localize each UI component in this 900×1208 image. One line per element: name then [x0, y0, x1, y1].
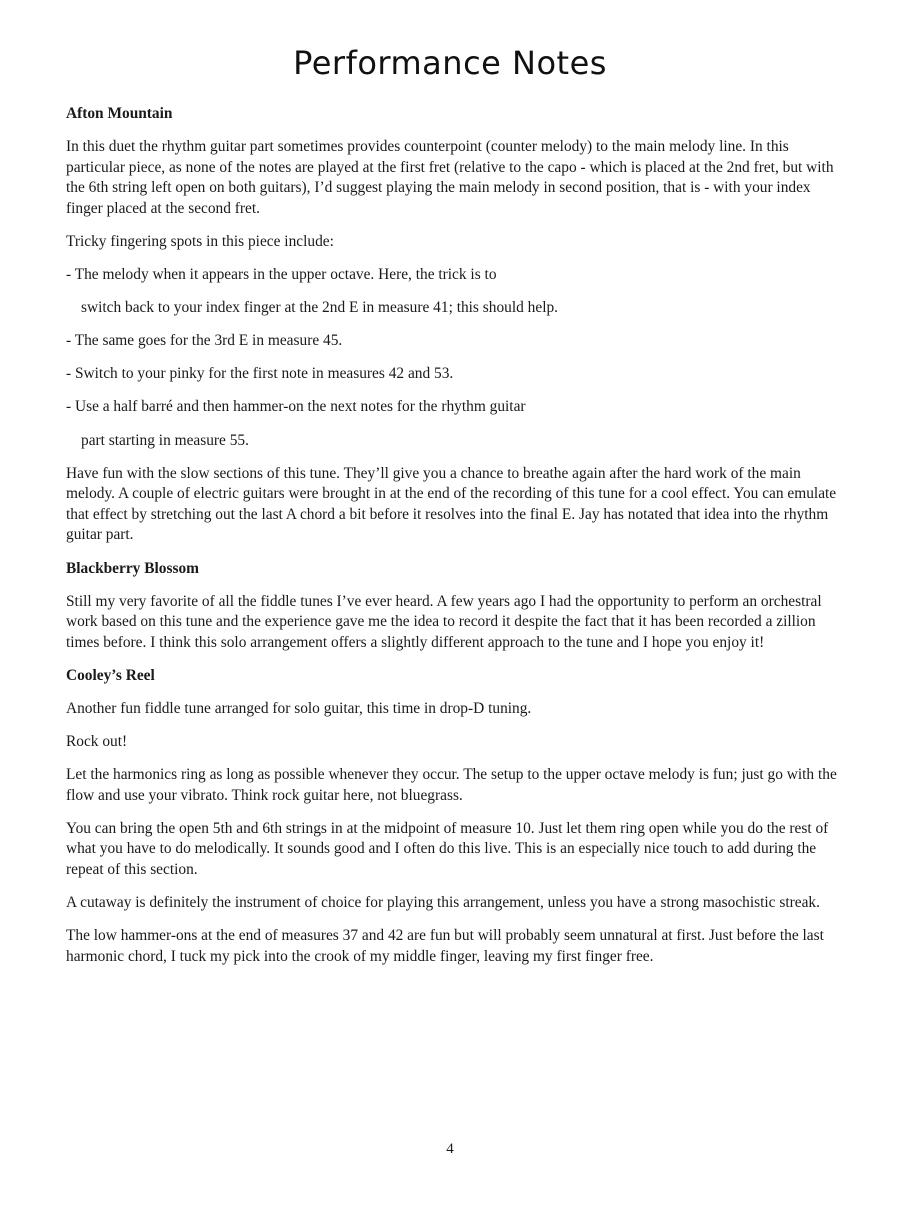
list-item: - Use a half barré and then hammer-on the next notes for the rhythm guitar — [66, 398, 526, 416]
paragraph: Have fun with the slow sections of this tune. They’ll give you a chance to breathe again after the hard work of the main melody. A couple of electric guitars were brought in at the end of the recording of this tune for a cool effect. You can emulate that effect by stretching out the last A chord a bit before it resolves into the final E. Jay has notated that idea into the rhythm guitar part. — [66, 464, 837, 544]
paragraph: Let the harmonics ring as long as possible whenever they occur. The setup to the upper octave melody is fun; just go with the flow and use your vibrato. Think rock guitar here, not bluegrass. — [66, 766, 837, 804]
list-item: - Switch to your pinky for the first note in measures 42 and 53. — [66, 365, 454, 383]
list-item: - The melody when it appears in the upper octave. Here, the trick is to — [66, 266, 497, 284]
paragraph: You can bring the open 5th and 6th strings in at the midpoint of measure 10. Just let them ring open while you do the rest of what you have to do melodically. It sounds good and I often do this live. This is an especially nice touch to add during the repeat of this section. — [66, 819, 829, 879]
section-heading-afton-mountain: Afton Mountain — [66, 105, 173, 122]
page-title: Performance Notes — [293, 44, 607, 82]
page-content — [66, 104, 838, 980]
paragraph: The low hammer-ons at the end of measures 37 and 42 are fun but will probably seem unnatural at first. Just before the last harmonic chord, I tuck my pick into the crook of my middle finger, leaving my first finger free. — [66, 927, 824, 965]
paragraph: Rock out! — [66, 733, 128, 751]
list-item-continuation: part starting in measure 55. — [81, 431, 249, 449]
paragraph: Tricky fingering spots in this piece include: — [66, 232, 334, 250]
section-heading-cooleys-reel: Cooley’s Reel — [66, 666, 155, 684]
paragraph: In this duet the rhythm guitar part sometimes provides counterpoint (counter melody) to the main melody line. In this particular piece, as none of the notes are played at the first fret (relative to the capo - which is placed at the 2nd fret, but with the 6th string left open on both guitars), I’d suggest playing the main melody in second position, that is - with your index finger placed at the second fret. — [66, 138, 834, 217]
list-item: - The same goes for the 3rd E in measure 45. — [66, 332, 343, 350]
section-heading-blackberry-blossom: Blackberry Blossom — [66, 559, 199, 577]
paragraph: Still my very favorite of all the fiddle tunes I’ve ever heard. A few years ago I had the opportunity to perform an orchestral work based on this tune and the experience gave me the idea to record it despite the fact that it has been recorded a zillion times before. I think this solo arrangement offers a slightly different approach to the tune and I hope you enjoy it! — [66, 592, 822, 651]
page-number: 4 — [446, 1141, 454, 1157]
paragraph: A cutaway is definitely the instrument of choice for playing this arrangement, unless you have a strong masochistic streak. — [66, 894, 820, 912]
paragraph: Another fun fiddle tune arranged for solo guitar, this time in drop-D tuning. — [66, 699, 532, 717]
list-item-continuation: switch back to your index finger at the 2nd E in measure 41; this should help. — [81, 299, 559, 317]
